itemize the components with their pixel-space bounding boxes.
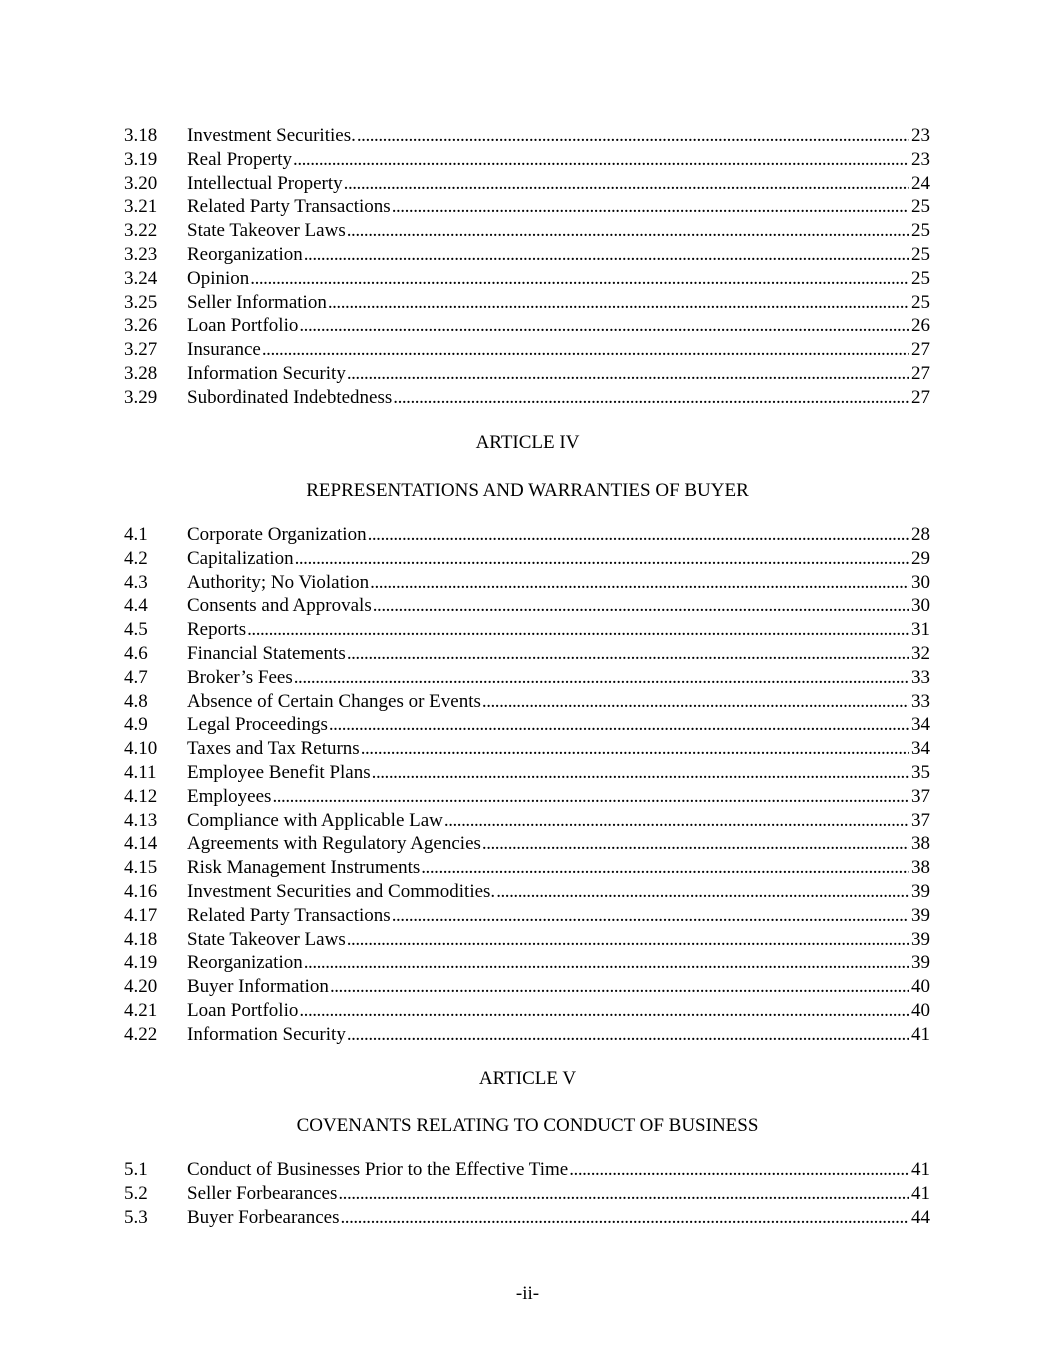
toc-entry [124, 785, 930, 809]
toc-entry-title: Information Security [187, 1023, 346, 1045]
dot-leader [347, 642, 909, 666]
toc-entry-page: 27 [911, 339, 930, 361]
toc-entry-title: Conduct of Businesses Prior to the Effective Time [187, 1159, 569, 1180]
toc-entry-title: Intellectual Property [187, 172, 343, 194]
toc-entry-page: 39 [911, 880, 930, 902]
toc-entry-number: 4.3 [124, 571, 148, 593]
toc-entry-number: 4.2 [124, 547, 148, 569]
toc-entry-page: 39 [911, 928, 930, 950]
toc-entry-page: 29 [911, 547, 930, 569]
dot-leader [392, 904, 909, 928]
toc-entry-number: 4.18 [124, 928, 158, 950]
toc-entry-number: 4.4 [124, 595, 148, 617]
toc-entry-page: 24 [911, 172, 930, 194]
dot-leader [330, 975, 909, 999]
dot-leader [340, 1206, 909, 1230]
toc-entry [124, 999, 930, 1023]
toc-entry-title: State Takeover Laws [187, 928, 346, 950]
toc-list-article-v [124, 1158, 930, 1229]
toc-entry-page: 25 [911, 267, 930, 289]
toc-entry-page: 39 [911, 952, 930, 974]
toc-entry-number: 4.16 [124, 880, 158, 902]
toc-entry [124, 291, 930, 315]
toc-entry-title: Financial Statements [187, 642, 346, 664]
toc-entry-page: 28 [911, 524, 930, 545]
toc-entry-number: 4.7 [124, 666, 148, 688]
dot-leader [328, 291, 909, 315]
toc-entry [124, 713, 930, 737]
dot-leader [294, 666, 909, 690]
toc-entry-title: Related Party Transactions [187, 196, 391, 218]
toc-entry-page: 40 [911, 976, 930, 998]
dot-leader [444, 809, 909, 833]
toc-entry-number: 4.8 [124, 690, 148, 712]
toc-entry [124, 362, 930, 386]
toc-entry-number: 4.19 [124, 952, 158, 974]
toc-entry-number: 3.26 [124, 315, 158, 337]
toc-entry-number: 3.22 [124, 220, 158, 242]
dot-leader [347, 219, 909, 243]
toc-entry-number: 4.21 [124, 999, 158, 1021]
toc-entry-number: 4.6 [124, 642, 148, 664]
toc-entry-number: 3.21 [124, 196, 158, 218]
dot-leader [262, 338, 909, 362]
toc-entry [124, 523, 930, 547]
toc-entry-page: 27 [911, 362, 930, 384]
toc-entry-title: Loan Portfolio [187, 315, 299, 337]
dot-leader [496, 880, 909, 904]
toc-entry-title: Risk Management Instruments [187, 857, 421, 879]
toc-entry-number: 3.29 [124, 386, 158, 408]
toc-entry [124, 547, 930, 571]
toc-entry-page: 34 [911, 738, 930, 760]
toc-entry-title: Authority; No Violation [187, 571, 370, 593]
toc-entry [124, 571, 930, 595]
toc-entry-page: 41 [911, 1182, 930, 1204]
dot-leader [393, 386, 909, 410]
toc-entry-title: Seller Information [187, 291, 327, 313]
toc-entry [124, 642, 930, 666]
toc-entry-number: 4.20 [124, 976, 158, 998]
dot-leader [347, 1023, 909, 1047]
dot-leader [304, 243, 909, 267]
dot-leader [482, 832, 909, 856]
toc-entry-number: 4.5 [124, 619, 148, 641]
toc-entry [124, 314, 930, 338]
toc-entry-title: Capitalization [187, 547, 294, 569]
toc-entry-title: Buyer Forbearances [187, 1206, 340, 1228]
toc-entry [124, 951, 930, 975]
toc-entry-page: 30 [911, 595, 930, 617]
dot-leader [347, 928, 909, 952]
toc-entry-title: Related Party Transactions [187, 904, 391, 926]
toc-entry [124, 975, 930, 999]
toc-entry-title: Loan Portfolio [187, 999, 299, 1021]
toc-entry-page: 25 [911, 243, 930, 265]
toc-entry-number: 4.10 [124, 738, 158, 760]
toc-entry-number: 3.25 [124, 291, 158, 313]
article-v-heading: ARTICLE V [478, 1068, 577, 1089]
toc-entry-page: 35 [911, 761, 930, 783]
dot-leader [361, 737, 909, 761]
article-v-title: COVENANTS RELATING TO CONDUCT OF BUSINESS [296, 1115, 759, 1136]
toc-entry-title: Taxes and Tax Returns [187, 738, 360, 760]
toc-entry-number: 4.14 [124, 833, 158, 855]
toc-entry [124, 809, 930, 833]
toc-entry-number: 3.28 [124, 362, 158, 384]
toc-entry-page: 38 [911, 857, 930, 879]
toc-entry-page: 27 [911, 386, 930, 408]
toc-list-article-iv [124, 523, 930, 1047]
dot-leader [344, 172, 909, 196]
toc-entry-number: 3.27 [124, 339, 158, 361]
toc-entry-page: 33 [911, 666, 930, 688]
dot-leader [372, 761, 909, 785]
toc-entry-title: Subordinated Indebtedness [187, 386, 393, 408]
page-number: -ii- [515, 1283, 540, 1304]
toc-entry [124, 832, 930, 856]
toc-entry-number: 4.17 [124, 904, 158, 926]
toc-entry-number: 5.3 [124, 1206, 148, 1228]
dot-leader [250, 267, 909, 291]
toc-entry-number: 3.18 [124, 125, 158, 146]
toc-entry-title: Broker’s Fees [187, 666, 293, 688]
toc-entry [124, 219, 930, 243]
toc-entry-number: 3.19 [124, 148, 158, 170]
dot-leader [569, 1158, 909, 1182]
toc-entry-page: 39 [911, 904, 930, 926]
toc-entry-title: Reorganization [187, 952, 303, 974]
toc-entry-number: 4.22 [124, 1023, 158, 1045]
toc-entry-title: Legal Proceedings [187, 714, 328, 736]
toc-entry [124, 1206, 930, 1230]
toc-entry [124, 737, 930, 761]
toc-entry-title: Seller Forbearances [187, 1182, 338, 1204]
dot-leader [373, 594, 909, 618]
toc-list-article-iii-continued [124, 124, 930, 410]
toc-entry-page: 37 [911, 785, 930, 807]
toc-entry [124, 618, 930, 642]
toc-entry [124, 904, 930, 928]
toc-entry-number: 3.24 [124, 267, 158, 289]
toc-entry-title: Insurance [187, 339, 261, 361]
dot-leader [357, 124, 909, 148]
toc-entry [124, 267, 930, 291]
toc-entry-title: State Takeover Laws [187, 220, 346, 242]
toc-entry-page: 26 [911, 315, 930, 337]
toc-entry-number: 3.20 [124, 172, 158, 194]
dot-leader [329, 713, 909, 737]
toc-entry [124, 1158, 930, 1182]
dot-leader [299, 314, 909, 338]
toc-entry-page: 32 [911, 642, 930, 664]
toc-entry-page: 30 [911, 571, 930, 593]
toc-entry-number: 3.23 [124, 243, 158, 265]
toc-entry-title: Employee Benefit Plans [187, 761, 371, 783]
toc-entry-number: 4.15 [124, 857, 158, 879]
toc-entry-title: Corporate Organization [187, 524, 367, 545]
toc-entry-page: 37 [911, 809, 930, 831]
dot-leader [347, 362, 909, 386]
toc-entry-title: Reorganization [187, 243, 303, 265]
toc-entry-page: 23 [911, 148, 930, 170]
toc-entry-title: Reports [187, 619, 247, 641]
article-iv-heading: ARTICLE IV [475, 432, 580, 453]
toc-entry-page: 38 [911, 833, 930, 855]
toc-entry-title: Consents and Approvals [187, 595, 372, 617]
toc-entry-page: 25 [911, 291, 930, 313]
dot-leader [304, 951, 909, 975]
toc-entry-page: 31 [911, 619, 930, 641]
toc-entry-page: 25 [911, 196, 930, 218]
toc-entry-number: 4.11 [124, 761, 157, 783]
toc-entry-number: 4.13 [124, 809, 158, 831]
toc-entry-title: Real Property [187, 148, 293, 170]
dot-leader [299, 999, 909, 1023]
toc-entry [124, 856, 930, 880]
toc-entry-title: Investment Securities. [187, 125, 356, 146]
dot-leader [272, 785, 909, 809]
article-iv-title: REPRESENTATIONS AND WARRANTIES OF BUYER [306, 480, 749, 501]
toc-entry-number: 4.1 [124, 524, 148, 545]
toc-entry-page: 41 [911, 1159, 930, 1180]
toc-entry-number: 5.2 [124, 1182, 148, 1204]
toc-entry-title: Compliance with Applicable Law [187, 809, 443, 831]
toc-entry [124, 666, 930, 690]
toc-entry-title: Agreements with Regulatory Agencies [187, 833, 481, 855]
dot-leader [370, 571, 909, 595]
toc-entry-page: 44 [911, 1206, 930, 1228]
toc-entry-number: 5.1 [124, 1159, 148, 1180]
toc-entry [124, 880, 930, 904]
toc-entry-number: 4.9 [124, 714, 148, 736]
toc-entry-title: Opinion [187, 267, 250, 289]
toc-entry [124, 1023, 930, 1047]
toc-entry-page: 33 [911, 690, 930, 712]
dot-leader [295, 547, 909, 571]
toc-entry-title: Buyer Information [187, 976, 329, 998]
toc-entry-number: 4.12 [124, 785, 158, 807]
toc-entry-page: 41 [911, 1023, 930, 1045]
toc-entry [124, 172, 930, 196]
toc-entry [124, 243, 930, 267]
toc-entry [124, 928, 930, 952]
dot-leader [421, 856, 909, 880]
toc-entry-page: 40 [911, 999, 930, 1021]
dot-leader [482, 690, 909, 714]
toc-entry [124, 386, 930, 410]
toc-entry-title: Investment Securities and Commodities. [187, 880, 496, 902]
dot-leader [392, 195, 909, 219]
toc-entry-page: 25 [911, 220, 930, 242]
toc-entry [124, 594, 930, 618]
dot-leader [247, 618, 909, 642]
dot-leader [338, 1182, 909, 1206]
toc-entry-title: Information Security [187, 362, 346, 384]
toc-entry-title: Absence of Certain Changes or Events [187, 690, 481, 712]
toc-entry [124, 195, 930, 219]
toc-entry [124, 338, 930, 362]
toc-entry-title: Employees [187, 785, 272, 807]
toc-entry [124, 148, 930, 172]
toc-entry [124, 761, 930, 785]
toc-entry [124, 1182, 930, 1206]
dot-leader [368, 523, 909, 547]
toc-entry-page: 34 [911, 714, 930, 736]
dot-leader [293, 148, 909, 172]
toc-entry [124, 690, 930, 714]
toc-entry-page: 23 [911, 125, 930, 146]
toc-entry [124, 124, 930, 148]
